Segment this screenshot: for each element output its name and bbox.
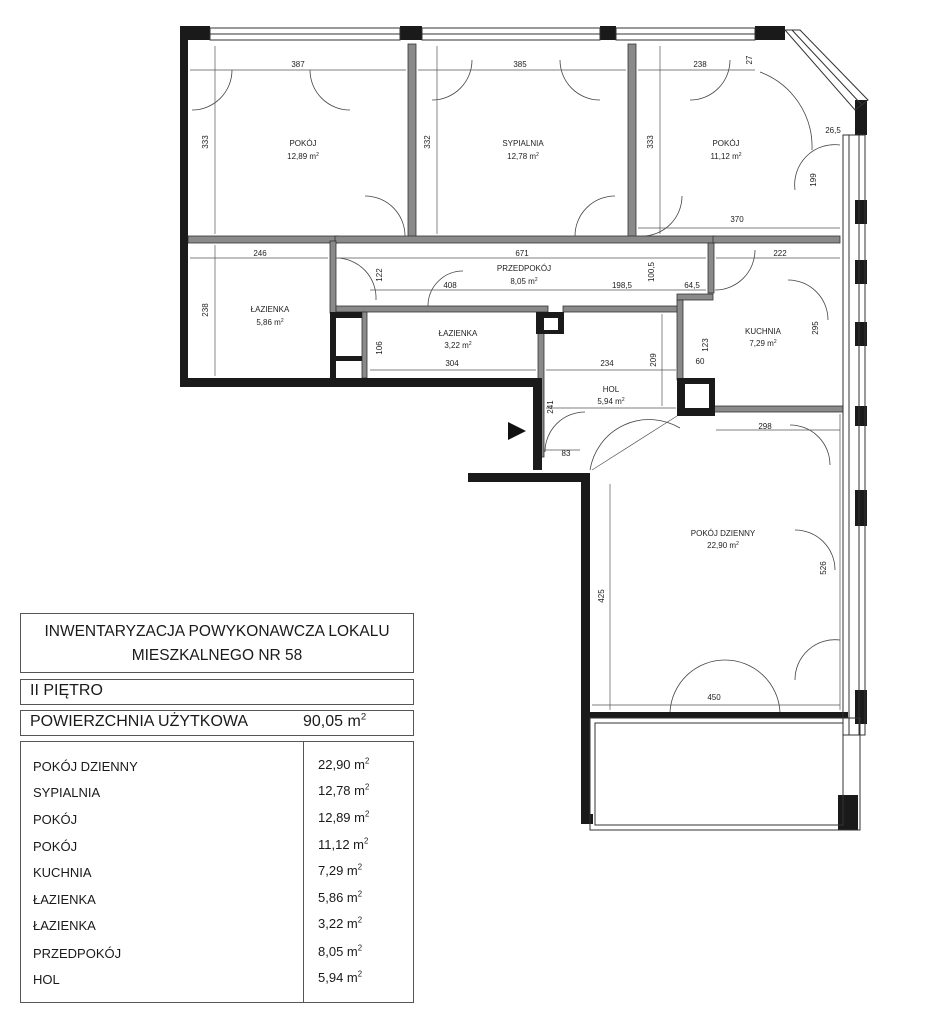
room-area: 3,22 $m^2$ xyxy=(444,341,472,350)
legend-item-name: ŁAZIENKA xyxy=(33,892,96,907)
dimension-label: 83 xyxy=(561,449,571,458)
dimension-label: 241 xyxy=(546,400,555,414)
dimension-label: 408 xyxy=(443,281,457,290)
dimension-label: 304 xyxy=(445,359,459,368)
dimension-label: 222 xyxy=(773,249,787,258)
dimension-label: 60 xyxy=(695,357,705,366)
dimension-label: 385 xyxy=(513,60,527,69)
dimension-label: 671 xyxy=(515,249,529,258)
legend-item-area: 12,89 $m^2$ xyxy=(318,809,370,825)
room-name: PRZEDPOKÓJ xyxy=(496,264,552,273)
room-area: 11,12 $m^2$ xyxy=(710,152,742,161)
dimension-label: 332 xyxy=(423,135,432,149)
room-name: ŁAZIENKA xyxy=(438,329,478,338)
legend-item-area: 12,78 $m^2$ xyxy=(318,782,370,798)
dimension-label: 234 xyxy=(600,359,614,368)
legend-item-name: POKÓJ DZIENNY xyxy=(33,759,138,774)
room-name: ŁAZIENKA xyxy=(250,305,290,314)
room-name: KUCHNIA xyxy=(744,327,782,336)
legend-floor-box xyxy=(20,679,414,705)
dimension-label: 123 xyxy=(701,338,710,352)
dimension-label: 64,5 xyxy=(684,281,700,290)
legend-item-area: 3,22 $m^2$ xyxy=(318,915,363,931)
room-area: 22,90 $m^2$ xyxy=(707,541,739,550)
usable-area-value: 90,05 $m^2$ xyxy=(303,711,367,730)
dimension-label: 122 xyxy=(375,268,384,282)
legend-item-area: 5,86 $m^2$ xyxy=(318,889,363,905)
room-area: 5,86 $m^2$ xyxy=(256,318,284,327)
dimension-label: 425 xyxy=(597,589,606,603)
room-name: POKÓJ xyxy=(712,139,740,148)
entrance-arrow-icon xyxy=(508,422,526,440)
legend-item-name: KUCHNIA xyxy=(33,865,92,880)
legend-title-line-2: MIESZKALNEGO NR 58 xyxy=(131,647,303,664)
legend-divider xyxy=(303,742,304,1002)
legend-item-name: SYPIALNIA xyxy=(33,785,101,800)
room-area: 5,94 $m^2$ xyxy=(597,397,625,406)
room-name: POKÓJ DZIENNY xyxy=(690,529,756,538)
dimension-label: 106 xyxy=(375,341,384,355)
legend-item-name: POKÓJ xyxy=(33,812,78,827)
dimension-label: 526 xyxy=(819,561,828,575)
dimension-label: 26,5 xyxy=(825,126,841,135)
legend-usable-area-box xyxy=(20,710,414,736)
legend-title-box xyxy=(20,613,414,673)
dimension-label: 298 xyxy=(758,422,772,431)
legend-item-area: 5,94 $m^2$ xyxy=(318,969,363,985)
dimension-label: 209 xyxy=(649,353,658,367)
room-area: 7,29 $m^2$ xyxy=(749,339,777,348)
legend-item-area: 22,90 $m^2$ xyxy=(318,756,370,772)
dimension-label: 450 xyxy=(707,693,721,702)
dimension-label: 238 xyxy=(201,303,210,317)
dimension-label: 199 xyxy=(809,173,818,187)
room-name: HOL xyxy=(602,385,620,394)
usable-area-label: POWIERZCHNIA UŻYTKOWA xyxy=(30,713,249,730)
room-area: 8,05 $m^2$ xyxy=(510,277,538,286)
legend-title-line-1: INWENTARYZACJA POWYKONAWCZA LOKALU xyxy=(44,623,390,640)
legend-item-name: PRZEDPOKÓJ xyxy=(33,946,122,961)
dimension-label: 238 xyxy=(693,60,707,69)
legend-item-area: 8,05 $m^2$ xyxy=(318,943,363,959)
room-area: 12,78 $m^2$ xyxy=(507,152,539,161)
legend-item-name: HOL xyxy=(33,972,60,987)
dimension-label: 100,5 xyxy=(647,261,656,283)
dimension-label: 333 xyxy=(201,135,210,149)
legend-room-list xyxy=(20,741,414,1003)
room-name: SYPIALNIA xyxy=(502,139,544,148)
room-name: POKÓJ xyxy=(289,139,317,148)
room-area: 12,89 $m^2$ xyxy=(287,152,319,161)
dimension-label: 295 xyxy=(811,321,820,335)
legend-item-name: ŁAZIENKA xyxy=(33,918,96,933)
legend-item-area: 11,12 $m^2$ xyxy=(318,836,369,852)
dimension-label: 333 xyxy=(646,135,655,149)
dimension-label: 387 xyxy=(291,60,305,69)
dimension-label: 370 xyxy=(730,215,744,224)
dimension-label: 246 xyxy=(253,249,267,258)
legend-item-name: POKÓJ xyxy=(33,839,78,854)
floor-label: II PIĘTRO xyxy=(30,682,103,699)
dimension-label: 198,5 xyxy=(611,281,633,290)
legend-item-area: 7,29 $m^2$ xyxy=(318,862,363,878)
dimension-label: 27 xyxy=(745,55,754,65)
